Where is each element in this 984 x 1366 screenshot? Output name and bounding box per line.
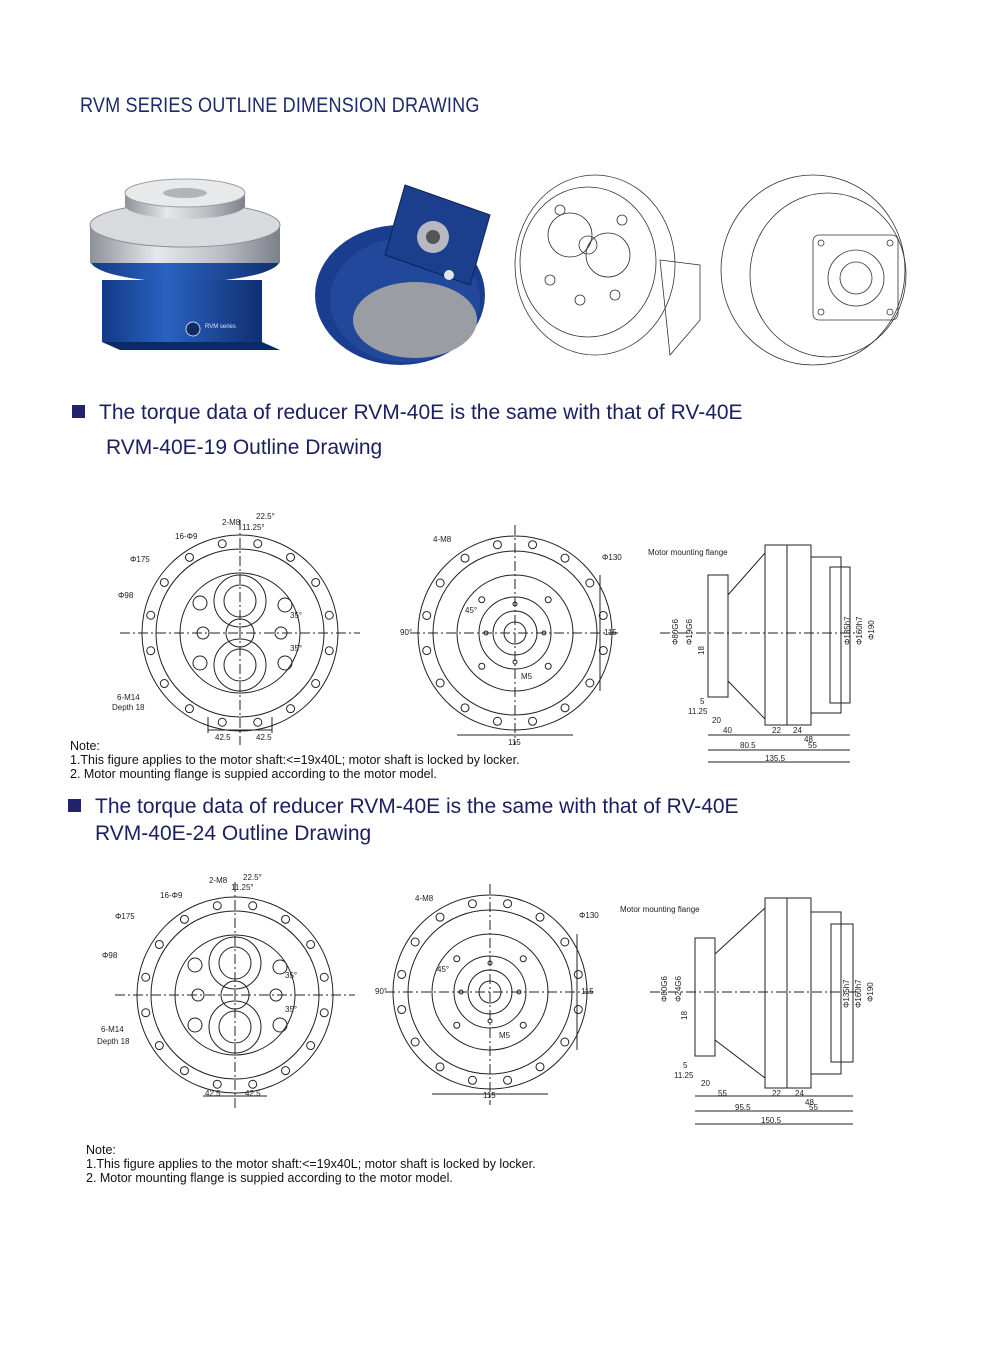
bolt-hole	[325, 611, 333, 619]
bolt-hole	[398, 970, 406, 978]
svg-text:55: 55	[808, 741, 817, 750]
bolt-hole	[282, 915, 290, 923]
bolt-hole	[468, 1076, 476, 1084]
bolt-hole	[504, 1076, 512, 1084]
bolt-hole	[254, 540, 262, 548]
bolt-hole	[312, 680, 320, 688]
svg-text:42.5: 42.5	[215, 733, 231, 742]
rvm-blue-reducer-photo	[90, 179, 280, 350]
svg-text:80.5: 80.5	[740, 741, 756, 750]
bolt-hole	[185, 553, 193, 561]
svg-text:48: 48	[805, 1098, 814, 1107]
middle-view	[410, 525, 620, 745]
svg-text:55: 55	[718, 1089, 727, 1098]
bolt-hole	[147, 647, 155, 655]
svg-text:90°: 90°	[400, 628, 413, 637]
bolt-hole	[436, 579, 444, 587]
svg-text:Motor mounting flange: Motor mounting flange	[648, 548, 728, 557]
svg-text:40: 40	[723, 726, 732, 735]
section-2-heading: The torque data of reducer RVM-40E is the same with that of RV-40E	[68, 795, 739, 819]
bolt-hole	[180, 1067, 188, 1075]
bolt-hole	[423, 611, 431, 619]
svg-text:42.5: 42.5	[205, 1089, 221, 1098]
side-view	[650, 898, 860, 1124]
bolt-hole	[218, 540, 226, 548]
svg-text:11.25°: 11.25°	[231, 883, 254, 892]
bolt-hole	[436, 679, 444, 687]
bolt-hole	[545, 597, 551, 603]
section-1-notes	[70, 739, 520, 781]
note-line-1: 1.This figure applies to the motor shaft:<=19x40L; motor shaft is locked by locker.	[86, 1157, 536, 1171]
bolt-hole	[493, 717, 501, 725]
svg-text:48: 48	[804, 735, 813, 744]
note-line-2: 2. Motor mounting flange is suppied according to the motor model.	[86, 1171, 453, 1185]
bolt-hole	[529, 717, 537, 725]
svg-text:45°: 45°	[437, 965, 450, 974]
svg-text:42.5: 42.5	[245, 1089, 261, 1098]
svg-text:35°: 35°	[285, 971, 298, 980]
bolt-hole	[185, 705, 193, 713]
bolt-hole	[436, 913, 444, 921]
svg-text:16-Φ9: 16-Φ9	[160, 891, 183, 900]
svg-text:Φ130: Φ130	[579, 911, 599, 920]
bolt-hole	[287, 553, 295, 561]
bolt-hole	[249, 1080, 257, 1088]
svg-text:35°: 35°	[290, 644, 303, 653]
bolt-hole	[468, 900, 476, 908]
bolt-hole	[561, 938, 569, 946]
svg-text:22: 22	[772, 726, 781, 735]
bolt-hole	[423, 647, 431, 655]
svg-text:90°: 90°	[375, 987, 388, 996]
svg-text:150.5: 150.5	[761, 1116, 782, 1125]
section-2-outline-drawing	[55, 870, 895, 1135]
rvm-blue-reducer-angle-photo	[315, 185, 490, 365]
front-view	[115, 882, 355, 1108]
section-1-outline-drawing	[60, 505, 900, 770]
svg-text:16-Φ9: 16-Φ9	[175, 532, 198, 541]
bolt-hole	[493, 541, 501, 549]
svg-text:Φ175: Φ175	[130, 555, 150, 564]
bolt-hole	[155, 1042, 163, 1050]
bolt-hole	[142, 1009, 150, 1017]
side-view	[660, 545, 860, 762]
bolt-hole	[254, 718, 262, 726]
bolt-hole	[561, 554, 569, 562]
svg-text:18: 18	[680, 1011, 689, 1020]
svg-text:42.5: 42.5	[256, 733, 272, 742]
bolt-hole	[160, 578, 168, 586]
middle-view	[385, 884, 595, 1105]
bolt-hole	[218, 718, 226, 726]
svg-text:6-M14: 6-M14	[101, 1025, 124, 1034]
bolt-hole	[160, 680, 168, 688]
bolt-hole	[320, 1009, 328, 1017]
bolt-hole	[307, 940, 315, 948]
svg-text:Φ19G6: Φ19G6	[685, 619, 694, 645]
svg-text:4-M8: 4-M8	[433, 535, 452, 544]
svg-text:Φ160h7: Φ160h7	[854, 979, 863, 1008]
bolt-hole	[461, 704, 469, 712]
svg-text:35°: 35°	[285, 1005, 298, 1014]
bolt-hole	[561, 1038, 569, 1046]
svg-text:RVM series: RVM series	[205, 324, 236, 330]
svg-text:22.5°: 22.5°	[243, 873, 262, 882]
svg-text:95.5: 95.5	[735, 1103, 751, 1112]
svg-text:11.25: 11.25	[674, 1071, 694, 1080]
note-line-2: 2. Motor mounting flange is suppied according to the motor model.	[70, 767, 437, 781]
svg-text:Φ98: Φ98	[118, 591, 134, 600]
bolt-hole	[520, 1022, 526, 1028]
svg-text:22: 22	[772, 1089, 781, 1098]
svg-text:Depth 18: Depth 18	[97, 1037, 130, 1046]
svg-text:115: 115	[508, 738, 521, 747]
svg-text:Φ80G6: Φ80G6	[660, 976, 669, 1002]
svg-text:5: 5	[683, 1061, 688, 1070]
bolt-hole	[586, 679, 594, 687]
bolt-hole	[147, 611, 155, 619]
bolt-hole	[411, 1038, 419, 1046]
front-view-labels	[97, 873, 297, 1098]
svg-text:M5: M5	[499, 1031, 511, 1040]
bolt-hole	[320, 973, 328, 981]
svg-text:35°: 35°	[290, 611, 303, 620]
svg-text:Φ24G6: Φ24G6	[674, 976, 683, 1002]
bolt-hole	[454, 956, 460, 962]
svg-text:115: 115	[604, 628, 617, 637]
svg-text:24: 24	[795, 1089, 804, 1098]
svg-text:Depth 18: Depth 18	[112, 703, 145, 712]
bullet-square-icon	[72, 405, 85, 418]
svg-text:2-M8: 2-M8	[222, 518, 241, 527]
svg-text:Φ190: Φ190	[867, 620, 876, 640]
bolt-hole	[561, 704, 569, 712]
section-2-subheading: RVM-40E-24 Outline Drawing	[95, 822, 372, 845]
bolt-hole	[307, 1042, 315, 1050]
bolt-hole	[574, 1006, 582, 1014]
svg-text:4-M8: 4-M8	[415, 894, 434, 903]
section-1-heading: The torque data of reducer RVM-40E is the same with that of RV-40E	[72, 401, 743, 425]
bolt-hole	[586, 579, 594, 587]
bolt-hole	[249, 902, 257, 910]
svg-text:Φ135h7: Φ135h7	[843, 616, 852, 645]
bolt-hole	[504, 900, 512, 908]
page-title: RVM SERIES OUTLINE DIMENSION DRAWING	[80, 94, 480, 117]
svg-text:20: 20	[712, 716, 721, 725]
bolt-hole	[536, 1063, 544, 1071]
svg-text:135.5: 135.5	[765, 754, 786, 763]
bolt-hole	[545, 663, 551, 669]
svg-text:2-M8: 2-M8	[209, 876, 228, 885]
bullet-square-icon	[68, 799, 81, 812]
svg-text:Φ80G6: Φ80G6	[671, 619, 680, 645]
bolt-hole	[574, 970, 582, 978]
bolt-hole	[529, 541, 537, 549]
note-title: Note:	[86, 1143, 116, 1157]
svg-text:5: 5	[700, 697, 705, 706]
svg-text:20: 20	[701, 1079, 710, 1088]
svg-text:115: 115	[581, 987, 594, 996]
bolt-hole	[282, 1067, 290, 1075]
svg-text:M5: M5	[521, 672, 533, 681]
bolt-hole	[454, 1022, 460, 1028]
svg-text:11.25°: 11.25°	[242, 523, 265, 532]
front-view	[120, 520, 360, 745]
svg-text:55: 55	[809, 1103, 818, 1112]
bolt-hole	[398, 1006, 406, 1014]
bolt-hole	[312, 578, 320, 586]
svg-text:Φ98: Φ98	[102, 951, 118, 960]
svg-text:Φ135h7: Φ135h7	[842, 979, 851, 1008]
svg-text:Φ130: Φ130	[602, 553, 622, 562]
bolt-hole	[479, 663, 485, 669]
svg-text:Φ160h7: Φ160h7	[855, 616, 864, 645]
svg-text:Φ175: Φ175	[115, 912, 135, 921]
bolt-hole	[213, 902, 221, 910]
svg-text:45°: 45°	[465, 606, 478, 615]
note-line-1: 1.This figure applies to the motor shaft:<=19x40L; motor shaft is locked by locker.	[70, 753, 520, 767]
svg-text:Φ190: Φ190	[866, 982, 875, 1002]
note-title: Note:	[70, 739, 100, 753]
side-view-labels	[620, 905, 875, 1125]
bolt-hole	[520, 956, 526, 962]
rvm-line-drawing-front	[515, 175, 700, 355]
bolt-hole	[213, 1080, 221, 1088]
bolt-hole	[325, 647, 333, 655]
front-view-labels	[112, 512, 302, 742]
svg-text:6-M14: 6-M14	[117, 693, 140, 702]
section-1-subheading: RVM-40E-19 Outline Drawing	[106, 436, 383, 459]
bolt-hole	[180, 915, 188, 923]
svg-text:22.5°: 22.5°	[256, 512, 275, 521]
bolt-hole	[287, 705, 295, 713]
svg-text:24: 24	[793, 726, 802, 735]
svg-text:115: 115	[483, 1091, 496, 1100]
bolt-hole	[155, 940, 163, 948]
bolt-hole	[411, 938, 419, 946]
product-images	[70, 165, 930, 375]
bolt-hole	[461, 554, 469, 562]
rvm-line-drawing-back	[721, 175, 906, 365]
bolt-hole	[536, 913, 544, 921]
bolt-hole	[142, 973, 150, 981]
side-view-labels	[648, 548, 876, 763]
section-2-notes	[86, 1143, 536, 1185]
svg-text:Motor mounting flange: Motor mounting flange	[620, 905, 700, 914]
bolt-hole	[479, 597, 485, 603]
svg-text:18: 18	[697, 646, 706, 655]
bolt-hole	[436, 1063, 444, 1071]
svg-text:11.25: 11.25	[688, 707, 708, 716]
